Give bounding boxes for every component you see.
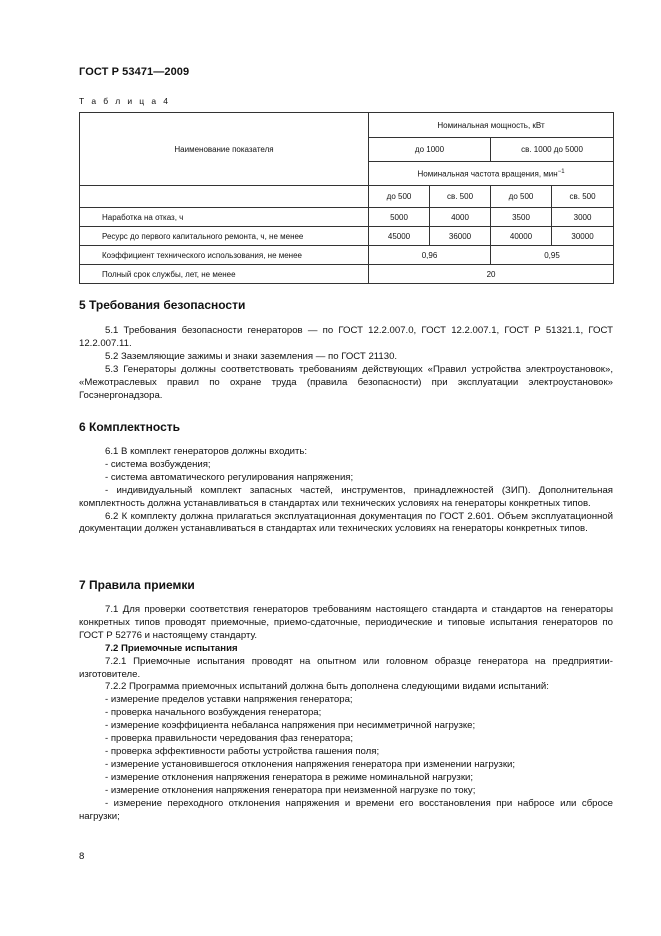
list-item: - измерение коэффициента небаланса напряжения при несимметричной нагрузке; [105,720,476,732]
list-item: - измерение отклонения напряжения генератора при неизменной нагрузке по току; [105,784,476,796]
power-group-1: до 1000 [369,138,491,162]
list-item: - измерение пределов уставки напряжения генератора; [105,694,353,706]
table-row: Ресурс до первого капитального ремонта, ч, не менее 45000 36000 40000 30000 [80,227,614,246]
subsection-7-2-title: 7.2 Приемочные испытания [105,642,238,654]
list-item: - проверка правильности чередования фаз генератора; [105,733,353,745]
paragraph-5-3: 5.3 Генераторы должны соответствовать требованиям действующих «Правил устройства электроустановок», «Межотраслевых правил по охране труда (правила безопасности) при эксплуатации электроустановок» Госэнергонадзора. [79,363,613,401]
empty-name-cell [80,186,369,208]
data-table [79,112,614,284]
paragraph-6-2: 6.2 К комплекту должна прилагаться эксплуатационная документация по ГОСТ 2.601. Объем эксплуатационной документации должен устанавливаться в стандартах или технических условиях на генераторы конкретных типов. [79,510,613,535]
speed-header: Номинальная частота вращения, мин$^{-1}$ [369,162,614,186]
paragraph-6-1: 6.1 В комплект генераторов должны входить: [105,446,308,457]
table-row: Полный срок службы, лет, не менее 20 [80,265,614,284]
speed-col-2: св. 500 [430,186,491,208]
document-header: ГОСТ Р 53471—2009 [79,66,190,78]
section-5-body [79,325,613,402]
list-item: - измерение переходного отклонения напряжения и времени его восстановления при набросе или сбросе нагрузки; [79,797,613,822]
list-item-zip: - индивидуальный комплект запасных частей, инструментов, принадлежностей (ЗИП). Дополнительная комплектность должна устанавливаться в стандартах или технических условиях на генераторы конкретных типов. [79,484,613,509]
list-item: - проверка эффективности работы устройства гашения поля; [105,745,380,757]
list-item: - система возбуждения; [105,458,211,470]
speed-col-1: до 500 [369,186,430,208]
section-6-title: 6 Комплектность [79,420,180,434]
list-item: - измерение установившегося отклонения напряжения генератора при изменении нагрузки; [105,758,516,770]
power-group-2: св. 1000 до 5000 [491,138,614,162]
section-7-body [79,604,613,823]
paragraph-7-2-1: 7.2.1 Приемочные испытания проводят на опытном или головном образце генератора на предприятии-изготовителе. [79,655,613,680]
paragraph-5-2: 5.2 Заземляющие зажимы и знаки заземления — по ГОСТ 21130. [105,350,398,362]
speed-col-3: до 500 [491,186,552,208]
section-5-title: 5 Требования безопасности [79,298,246,312]
section-7-title: 7 Правила приемки [79,578,195,592]
list-item: - измерение отклонения напряжения генератора в режиме номинальной нагрузки; [105,771,474,783]
table-row: Коэффициент технического использования, не менее 0,96 0,95 [80,246,614,265]
power-header: Номинальная мощность, кВт [369,113,614,138]
table-label: Т а б л и ц а 4 [79,96,171,106]
paragraph-7-2-2: 7.2.2 Программа приемочных испытаний должна быть дополнена следующими видами испытаний: [105,681,549,693]
paragraph-7-1: 7.1 Для проверки соответствия генераторов требованиям настоящего стандарта и стандартов на генераторы конкретных типов проводят приемочные, приемо-сдаточные, периодические и типовые испытания генераторов по ГОСТ Р 52776 и настоящему стандарту. [79,604,613,641]
speed-col-4: св. 500 [552,186,614,208]
paragraph-5-1: 5.1 Требования безопасности генераторов — по ГОСТ 12.2.007.0, ГОСТ 12.2.007.1, ГОСТ Р 51321.1, ГОСТ 12.2.007.11. [79,325,613,349]
column-header-name: Наименование показателя [80,113,369,186]
list-item: - проверка начального возбуждения генератора; [105,707,322,719]
page-number: 8 [79,851,85,862]
list-item: - система автоматического регулирования напряжения; [105,471,354,483]
table-row: Наработка на отказ, ч 5000 4000 3500 3000 [80,208,614,227]
section-6-body [79,446,613,536]
